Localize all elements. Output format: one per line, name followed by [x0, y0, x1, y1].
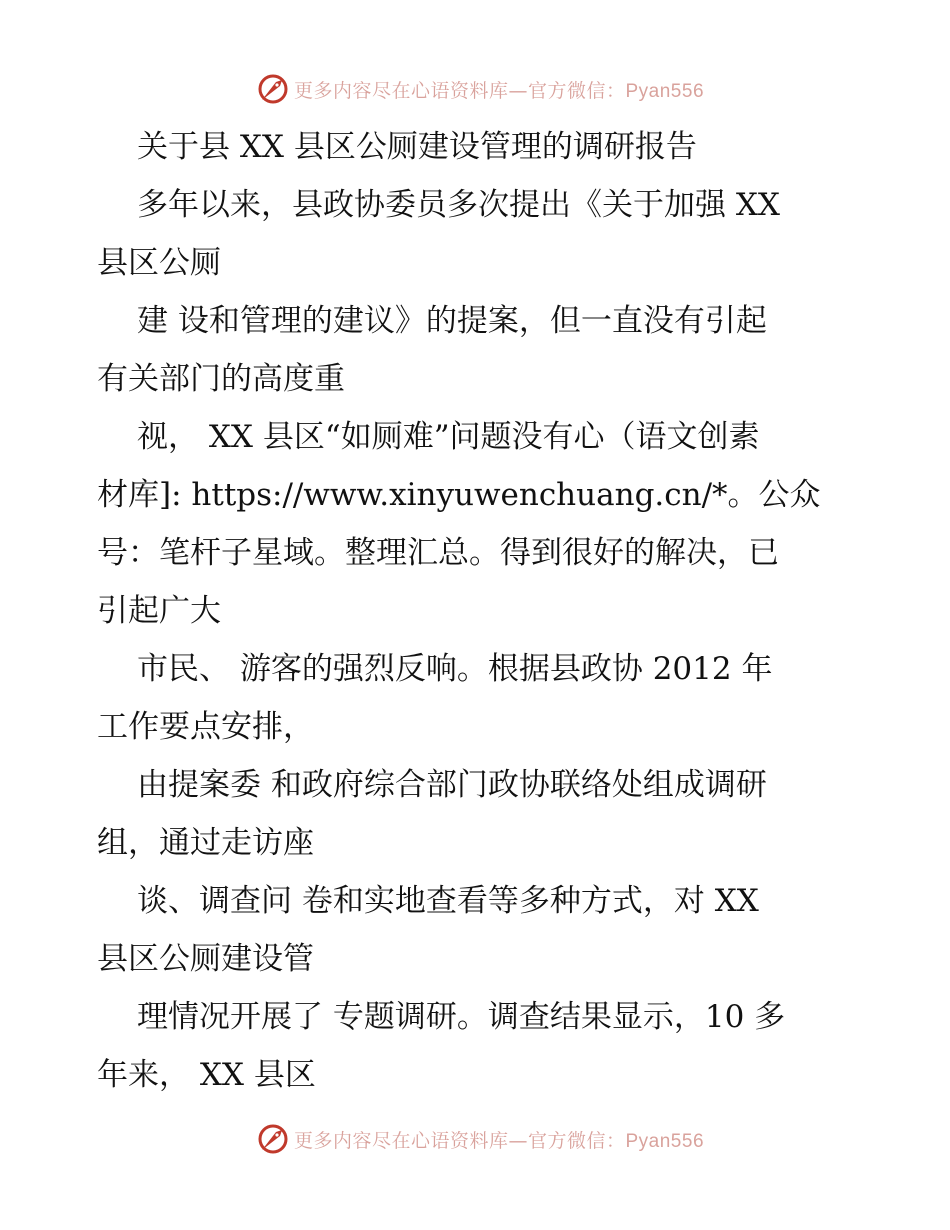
text-line: 由提案委 和政府综合部门政协联络处组成调研	[137, 767, 767, 803]
text-line: 多年以来，县政协委员多次提出《关于加强 XX	[137, 187, 780, 223]
text-line: 号：笔杆子星域。整理汇总。得到很好的解决，已	[97, 535, 779, 571]
text-line: 年来， XX 县区	[97, 1057, 316, 1093]
text-line: 材库]: https://www.xinyuwenchuang.cn/*。公众	[97, 477, 821, 513]
text-line: 建 设和管理的建议》的提案，但一直没有引起	[137, 303, 767, 339]
wechat-id: Pyan556	[625, 1130, 705, 1152]
pen-nib-logo-icon	[256, 72, 290, 106]
wechat-id: Pyan556	[625, 80, 705, 102]
text-line: 工作要点安排，	[97, 709, 314, 745]
footer-banner	[0, 1122, 950, 1156]
pen-nib-logo-icon	[256, 1122, 290, 1156]
text-line: 视， XX 县区“如厕难”问题没有心（语文创素	[137, 419, 760, 455]
text-line: 县区公厕建设管	[97, 941, 314, 977]
text-line: 县区公厕	[97, 245, 221, 281]
footer-banner-text: 更多内容尽在心语资料库—官方微信：Pyan556	[293, 1129, 705, 1152]
header-banner-content	[256, 72, 704, 106]
text-line: 理情况开展了 专题调研。调查结果显示，10 多	[137, 999, 786, 1035]
header-banner-text: 更多内容尽在心语资料库—官方微信：Pyan556	[293, 79, 705, 102]
text-line: 谈、调查问 卷和实地查看等多种方式，对 XX	[137, 883, 759, 919]
text-line: 有关部门的高度重	[97, 361, 345, 397]
text-line: 市民、 游客的强烈反响。根据县政协 2012 年	[137, 651, 773, 687]
document-body	[97, 118, 857, 1104]
text-line: 关于县 XX 县区公厕建设管理的调研报告	[137, 129, 697, 165]
footer-banner-content	[256, 1122, 704, 1156]
text-line: 组，通过走访座	[97, 825, 314, 861]
header-banner	[0, 72, 950, 106]
text-line: 引起广大	[97, 593, 221, 629]
